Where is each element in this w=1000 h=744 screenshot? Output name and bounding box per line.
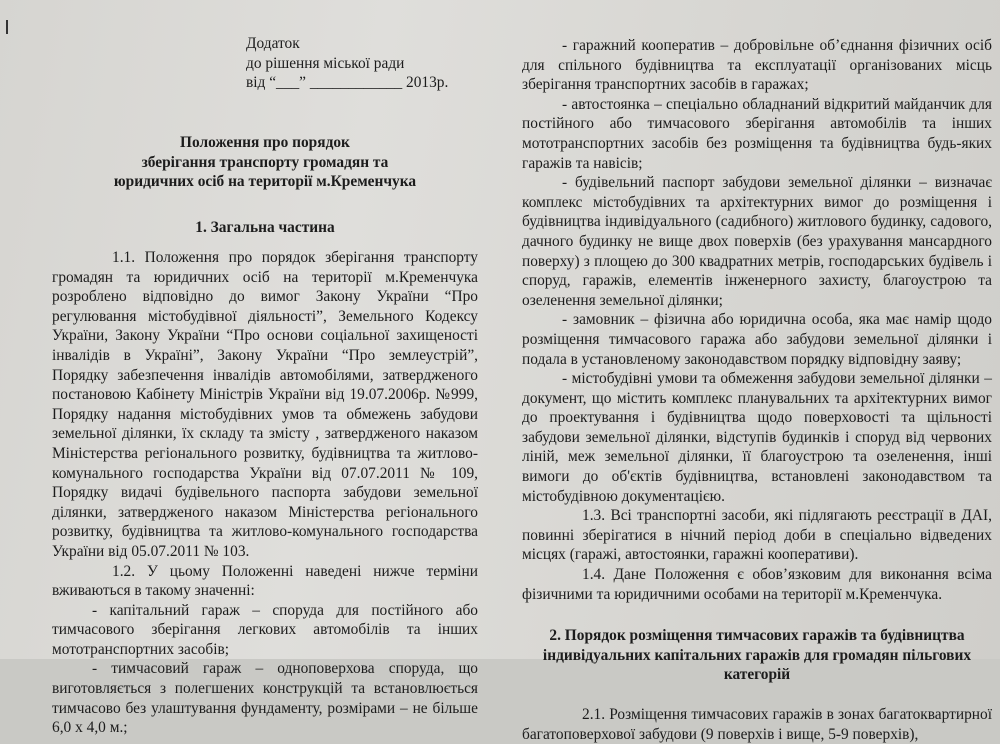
definition-capital-garage: - капітальний гараж – споруда для постійного або тимчасового зберігання легкових автомобілів та інших мототранспортних засобів; — [52, 601, 478, 658]
section1-heading-wrap — [52, 218, 478, 238]
paragraph-1-1: 1.1. Положення про порядок зберігання транспорту громадян та юридичних осіб на території м.Кременчука розроблено відповідно до вимог Закону України “Про регулювання містобудівної діяльності”, Земельного Кодексу України, Закону України “Про основи соціальної захищеності інвалідів в Україні”, Закону України “Про землеустрій”, Порядку забезпечення інвалідів автомобілями, затвердженого постановою Кабінету Міністрів України від 19.07.2006р. №999, Порядку надання містобудівних умов та обмежень забудови земельної ділянки, їх складу та змісту , затвердженого наказом Міністерства регіонального розвитку, будівництва та житлово-комунального господарства України від 07.07.2011 № 109, Порядку видачі будівельного паспорта забудови земельної ділянки, затвердженого наказом Міністерства регіонального розвитку, будівництва та житлово-комунального господарства України від 05.07.2011 № 103. — [52, 249, 478, 560]
definition-garage-cooperative: - гаражний кооператив – добровільне об’єднання фізичних осіб для спільного будівництва та експлуатації організованих місць зберігання транспортних засобів в гаражах; — [522, 37, 992, 94]
definition-urban-conditions: - містобудівні умови та обмеження забудови земельної ділянки – документ, що містить комплекс планувальних та архітектурних вимог до проектування і будівництва щодо поверховості та щільності забудови земельної ділянки, відступів будинків і споруд від червоних ліній, меж земельної ділянки, її благоустрою та озеленення, інші вимоги до об'єктів будівництва, встановлені законодавством та містобудівною документацією. — [522, 370, 992, 505]
document-title — [52, 133, 478, 192]
definition-customer: - замовник – фізична або юридична особа, яка має намір щодо розміщення тимчасового гаража або забудови земельної ділянки і подала в установленому законодавством порядку відповідну заяву; — [522, 311, 992, 368]
section2-heading: 2. Порядок розміщення тимчасових гаражів та будівництва індивідуальних капітальних гаражів для громадян пільгових категорій — [542, 627, 972, 684]
paragraph-1-3: 1.3. Всі транспортні засоби, які підлягають реєстрації в ДАІ, повинні зберігатися в нічний період доби в спеціально відведених місцях (гаражі, автостоянки, гаражні кооперативи). — [522, 507, 992, 564]
definition-parking: - автостоянка – спеціально обладнаний відкритий майданчик для постійного або тимчасового зберігання автомобілів та інших мототранспортних засобів без розміщення та будівництва будь-яких гаражів та навісів; — [522, 95, 992, 172]
right-column — [522, 36, 992, 744]
section1-heading: 1. Загальна частина — [195, 219, 335, 236]
addendum-line: Додаток — [246, 35, 300, 52]
definition-building-passport: - будівельний паспорт забудови земельної ділянки – визначає комплекс містобудівних та архітектурних вимог до розміщення і будівництва індивідуального (садибного) житлового будинку, садового, дачного будинку не вище двох поверхів (без урахування мансардного поверху) з площею до 300 квадратних метрів, господарських будівель і споруд, гаражів, елементів інженерного захисту, благоустрою та озеленення земельної ділянки; — [522, 174, 992, 309]
paragraph-1-4: 1.4. Дане Положення є обов’язковим для виконання всіма фізичними та юридичними особами на території м.Кременчука. — [522, 566, 992, 603]
paragraph-1-2: 1.2. У цьому Положенні наведені нижче терміни вживаються в такому значенні: — [52, 562, 478, 600]
title-line: зберігання транспорту громадян та — [141, 153, 389, 171]
margin-mark — [6, 20, 8, 34]
title-line: Положення про порядок — [180, 134, 350, 151]
left-column — [52, 248, 478, 738]
title-line: юридичних осіб на території м.Кременчука — [113, 173, 417, 191]
addendum-line: до рішення міської ради — [246, 54, 405, 72]
definition-temporary-garage: - тимчасовий гараж – одноповерхова споруда, що виготовляється з полегшених конструкцій та встановлюється тимчасово без улаштування фундаменту, розмірами – не більше 6,0 х 4,0 м.; — [52, 660, 478, 737]
addendum-line: від “___” ____________ 2013р. — [246, 74, 449, 92]
addendum-block — [246, 34, 486, 93]
paragraph-2-1: 2.1. Розміщення тимчасових гаражів в зонах багатоквартирної багатоповерхової забудови (9 поверхів і вище, 5-9 поверхів), — [522, 706, 992, 743]
